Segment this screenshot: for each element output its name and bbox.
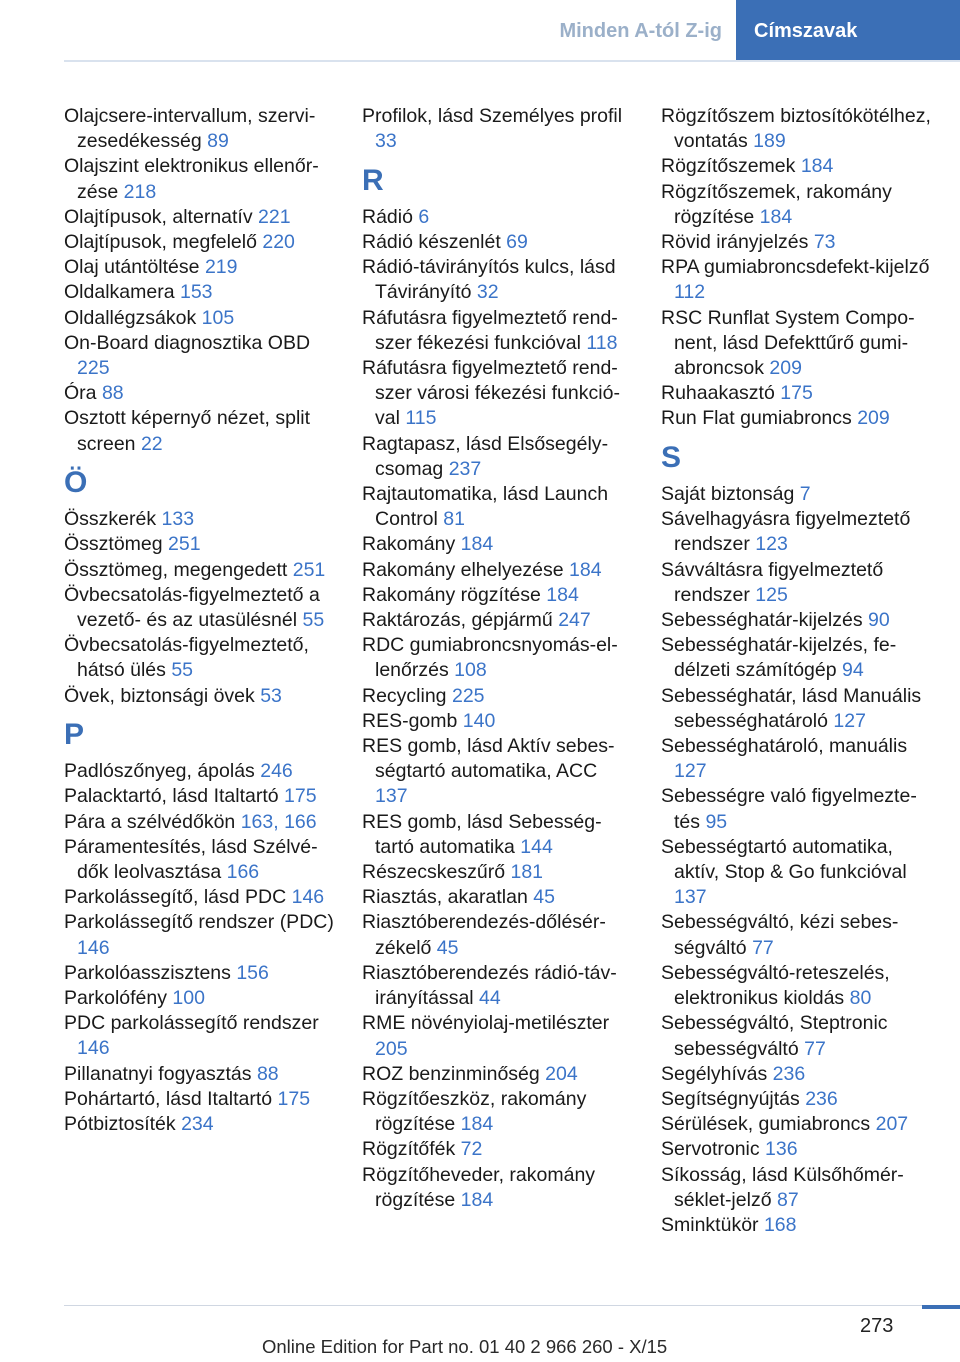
index-entry-term: Sebességhatár-kijelzés (661, 609, 863, 632)
page-number: 273 (860, 1315, 894, 1337)
index-entry (362, 306, 634, 356)
index-entry (362, 961, 634, 1011)
index-entry-term: Padlószőnyeg, ápolás (64, 760, 255, 783)
page-reference-link[interactable]: 105 (201, 306, 235, 329)
page-reference-link[interactable]: 146 (77, 936, 110, 959)
index-entry-term: Rajtautomatika, lásd Launch Control (362, 483, 609, 531)
page-reference-link[interactable]: 207 (875, 1113, 909, 1136)
index-entry (64, 280, 336, 305)
page-reference-link[interactable]: 7 (799, 483, 811, 506)
index-entry-term: PDC parkolássegítő rendszer (64, 1012, 319, 1035)
index-entry-term: Részecskeszűrő (362, 861, 506, 884)
index-entry-term: Recycling (362, 684, 447, 707)
index-entry (661, 910, 931, 960)
index-entry (661, 684, 931, 734)
index-entry-term: RES gomb, lásd Sebességtartó automatika (362, 810, 602, 858)
index-entry (362, 684, 634, 709)
index-entry-term: Rádió készenlét (362, 231, 501, 253)
index-entry (64, 1087, 336, 1112)
index-entry (362, 1087, 634, 1137)
index-entry-term: RES gomb, lásd Aktív sebességtartó automatika, ACC (362, 735, 615, 783)
index-entry-term: Riasztás, akaratlan (362, 886, 528, 909)
index-entry (661, 1213, 931, 1238)
index-entry (64, 633, 336, 683)
index-entry (362, 104, 634, 154)
index-entry (362, 608, 634, 633)
index-entry-term: Rövid irányjelzés (661, 231, 809, 254)
page-reference-link[interactable]: 112 (674, 281, 706, 304)
index-entry (64, 255, 336, 280)
index-entry-term: Segítségnyújtás (661, 1087, 800, 1110)
page-reference-link[interactable]: 77 (804, 1037, 826, 1060)
page-reference-link[interactable]: 95 (705, 810, 728, 833)
page-reference-link[interactable]: 209 (769, 357, 802, 380)
page-reference-link[interactable]: 22 (140, 432, 163, 455)
index-entry (362, 860, 634, 885)
index-entry (661, 381, 931, 406)
index-entry (362, 1011, 634, 1061)
index-entry-term: Rögzítőeszköz, rakomány rögzítése (362, 1087, 587, 1136)
page-reference-link[interactable]: 184 (759, 205, 793, 228)
page-reference-link[interactable]: 108 (454, 659, 487, 682)
page-reference-link[interactable]: 181 (510, 861, 544, 884)
index-entry-term: Olajtípusok, megfelelő (64, 231, 257, 254)
index-letter: S (661, 441, 682, 475)
page-reference-link[interactable]: 237 (448, 457, 482, 480)
index-entry-term: Olaj utántöltése (64, 256, 200, 279)
page-reference-link[interactable]: 205 (375, 1037, 408, 1060)
index-entry-term: Rakomány elhelyezése (362, 558, 564, 581)
tab-cimszavak[interactable]: Címszavak (736, 0, 960, 62)
index-entry (64, 885, 336, 910)
page-header (0, 0, 960, 62)
index-entry (362, 532, 634, 557)
index-entry (64, 961, 336, 986)
index-entry (661, 961, 931, 1011)
index-entry (64, 558, 336, 583)
index-entry (64, 406, 336, 456)
index-entry-term: Pohártartó, lásd Italtartó (64, 1087, 273, 1110)
page-reference-link[interactable]: 251 (292, 558, 326, 581)
page-reference-link[interactable]: 81 (443, 508, 465, 531)
index-entry (64, 1062, 336, 1087)
index-entry (661, 406, 931, 431)
page-reference-link[interactable]: 184 (800, 155, 834, 178)
page-reference-link[interactable]: 184 (569, 558, 602, 581)
index-entry (64, 532, 336, 557)
index-entry-term: Run Flat gumiabroncs (661, 407, 852, 430)
index-entry (362, 558, 634, 583)
index-entry (661, 507, 931, 557)
page-reference-link[interactable]: 55 (171, 659, 194, 682)
index-letter: Ö (64, 466, 88, 500)
page-reference-link[interactable]: 225 (77, 357, 110, 380)
index-entry (661, 180, 931, 230)
index-entry-term: Páramentesítés, lásd Szélvédők leolvasztása (64, 835, 318, 884)
page-reference-link[interactable]: 189 (753, 130, 786, 153)
index-entry (661, 154, 931, 179)
index-entry-term: Profilok, lásd Személyes profil (362, 105, 623, 127)
page-reference-link[interactable]: 73 (813, 231, 836, 254)
index-entry-term: Össztömeg (64, 533, 163, 556)
index-entry-term: Sérülések, gumiabroncs (661, 1113, 871, 1136)
page-reference-link[interactable]: 77 (752, 936, 774, 959)
index-entry (64, 230, 336, 255)
index-entry (64, 835, 336, 885)
page-reference-link[interactable]: 219 (204, 256, 238, 279)
index-entry-term: Sebességhatár-kijelzés, fedélzeti számítógép (661, 634, 897, 682)
index-entry-term: Rögzítőszemek, rakomány rögzítése (661, 180, 892, 228)
index-entry (362, 709, 634, 734)
page-reference-link[interactable]: 123 (755, 533, 788, 556)
index-entry (661, 104, 931, 154)
index-entry-term: Övbecsatolás-figyelmeztető, hátsó ülés (64, 634, 309, 682)
index-entry-term: Parkolássegítő, lásd PDC (64, 886, 287, 909)
index-entry-term: ROZ benzinminőség (362, 1062, 540, 1085)
index-entry-term: On-Board diagnosztika OBD (64, 331, 311, 354)
page-reference-link[interactable]: 136 (765, 1138, 798, 1161)
index-entry (362, 205, 634, 230)
edition-note: Online Edition for Part no. 01 40 2 966 260 - X/15 (262, 1336, 668, 1357)
index-entry-term: Riasztóberendezés-dőlésérzékelő (362, 911, 606, 959)
index-entry-term: Saját biztonság (661, 483, 795, 506)
index-entry (661, 306, 931, 382)
page-reference-link[interactable]: 146 (291, 886, 325, 909)
index-entry (661, 784, 931, 834)
index-entry-term: Palacktartó, lásd Italtartó (64, 785, 279, 808)
index-entry-term: RDC gumiabroncsnyomás-ellenőrzés (362, 634, 618, 682)
index-entry-term: Sebességhatár, lásd Manuális sebességhatároló (661, 684, 922, 732)
index-entry (64, 784, 336, 809)
index-entry-term: Sebességváltó, Steptronic sebességváltó (661, 1012, 888, 1060)
index-entry (64, 684, 336, 709)
page-reference-link[interactable]: 146 (77, 1037, 110, 1060)
index-letter-heading (64, 457, 336, 507)
index-entry-term: Pillanatnyi fogyasztás (64, 1062, 252, 1085)
index-column-1 (64, 104, 336, 1137)
index-entry-term: Övek, biztonsági övek (64, 684, 255, 707)
index-letter: P (64, 718, 85, 752)
page-reference-link[interactable]: 118 (586, 331, 618, 354)
index-entry (661, 1163, 931, 1213)
page-reference-link[interactable]: 80 (849, 987, 872, 1010)
index-entry (362, 1062, 634, 1087)
page-reference-link[interactable]: 175 (277, 1087, 311, 1110)
index-entry-term: Síkosság, lásd Külsőhőmérséklet-jelző (661, 1163, 904, 1211)
page-reference-link[interactable]: 137 (674, 886, 707, 909)
index-entry (661, 608, 931, 633)
index-letter-heading (64, 709, 336, 759)
page-reference-link[interactable]: 204 (545, 1062, 578, 1085)
index-entry-term: Sebességváltó-reteszelés, elektronikus kioldás (661, 961, 890, 1010)
index-entry (661, 230, 931, 255)
index-entry (661, 835, 931, 911)
page-reference-link[interactable]: 251 (168, 533, 201, 556)
index-entry-term: Rádió (362, 205, 413, 228)
index-entry-term: Sebességre való figyelmeztetés (661, 785, 917, 833)
index-entry-term: Segélyhívás (661, 1062, 768, 1085)
page-reference-link[interactable]: 33 (375, 130, 397, 153)
page-reference-link[interactable]: 236 (805, 1087, 838, 1110)
index-entry (64, 910, 336, 960)
index-entry (64, 381, 336, 406)
page-reference-link[interactable]: 115 (405, 407, 437, 430)
page-reference-link[interactable]: 156 (236, 961, 269, 984)
page-reference-link[interactable]: 175 (284, 785, 317, 808)
index-entry-term: Övbecsatolás-figyelmeztető a vezető- és az utasülésnél (64, 583, 320, 632)
index-entry-term: RES-gomb (362, 709, 458, 732)
index-entry (661, 558, 931, 608)
index-entry (362, 356, 634, 432)
index-entry (64, 1112, 336, 1137)
page-reference-link[interactable]: 221 (258, 205, 291, 228)
index-entry-term: Sávváltásra figyelmeztető rendszer (661, 558, 884, 606)
page-reference-link[interactable]: 168 (763, 1213, 797, 1236)
index-entry-term: Parkolóasszisztens (64, 961, 231, 984)
index-entry-term: Rögzítőheveder, rakomány rögzítése (362, 1163, 596, 1211)
index-entry-term: Riasztóberendezés rádió-távirányítással (362, 961, 617, 1010)
page-reference-link[interactable]: 6 (418, 205, 430, 228)
index-entry-term: Ráfutásra figyelmeztető rendszer fékezési funkcióval (362, 306, 618, 354)
index-letter: R (362, 163, 384, 197)
index-entry-term: Parkolófény (64, 987, 167, 1010)
index-entry (64, 810, 336, 835)
index-entry-term: Sávelhagyásra figyelmeztető rendszer (661, 508, 911, 556)
index-column-2 (362, 104, 634, 1213)
index-entry (64, 154, 336, 204)
page-reference-link[interactable]: 184 (460, 1188, 494, 1211)
page-reference-link[interactable]: 137 (375, 785, 408, 808)
page-reference-link[interactable]: 175 (780, 382, 813, 405)
page-reference-link[interactable]: 55 (302, 609, 325, 632)
page-reference-link[interactable]: 184 (460, 533, 494, 556)
index-entry (64, 306, 336, 331)
index-entry (64, 104, 336, 154)
page-reference-link[interactable]: 72 (460, 1138, 483, 1161)
footer-accent-bar (922, 1305, 960, 1309)
index-entry (661, 633, 931, 683)
index-entry (661, 482, 931, 507)
page-reference-link[interactable]: 218 (123, 180, 157, 203)
index-entry (362, 230, 634, 255)
page-reference-link[interactable]: 87 (776, 1188, 799, 1211)
index-entry-term: Sebességhatároló, manuális (661, 735, 908, 758)
page-reference-link[interactable]: 166 (226, 861, 260, 884)
page-reference-link[interactable]: 236 (772, 1062, 806, 1085)
footer-divider (64, 1305, 960, 1306)
index-entry-term: Servotronic (661, 1138, 760, 1161)
index-entry-term: Parkolássegítő rendszer (PDC) (64, 911, 334, 934)
page-reference-link[interactable]: 127 (833, 709, 866, 732)
index-entry (362, 885, 634, 910)
page-reference-link[interactable]: 220 (262, 231, 295, 254)
index-entry (64, 583, 336, 633)
index-entry-term: Óra (64, 382, 97, 405)
index-letter-heading (362, 154, 634, 204)
page-reference-link[interactable]: 32 (476, 281, 499, 304)
index-entry-term: Osztott képernyő nézet, split screen (64, 407, 311, 455)
index-entry-term: Sebességtartó automatika, aktív, Stop & Go funkcióval (661, 835, 907, 884)
index-entry (661, 1011, 931, 1061)
index-entry (64, 331, 336, 381)
index-entry (661, 1112, 931, 1137)
index-entry (661, 1087, 931, 1112)
index-entry-term: RPA gumiabroncsdefekt-kijelző (661, 256, 930, 279)
page-reference-link[interactable]: 89 (207, 130, 229, 153)
index-entry (362, 432, 634, 482)
index-entry-term: Sminktükör (661, 1213, 759, 1236)
index-entry-term: Ruhaakasztó (661, 382, 775, 405)
index-entry-term: Olajszint elektronikus ellenőrzése (64, 155, 319, 203)
page-reference-link[interactable]: 225 (451, 684, 485, 707)
page-reference-link[interactable]: 88 (256, 1062, 279, 1085)
page-reference-link[interactable]: 247 (558, 609, 591, 632)
index-entry (362, 810, 634, 860)
index-entry (64, 986, 336, 1011)
index-entry-term: Raktározás, gépjármű (362, 609, 553, 632)
page-reference-link[interactable]: 234 (181, 1113, 214, 1136)
index-entry (64, 205, 336, 230)
page-reference-link[interactable]: 90 (868, 609, 890, 632)
page-reference-link[interactable]: 153 (179, 281, 213, 304)
page-reference-link[interactable]: 125 (755, 583, 788, 606)
index-entry (362, 910, 634, 960)
index-entry-term: Rögzítőfék (362, 1138, 456, 1161)
page-reference-link[interactable]: 163, 166 (240, 810, 317, 833)
index-entry-term: Ráfutásra figyelmeztető rendszer városi fékezési funkcióval (362, 357, 620, 430)
index-entry (362, 633, 634, 683)
index-entry-term: Pára a szélvédőkön (64, 810, 236, 833)
page-reference-link[interactable]: 45 (533, 886, 555, 909)
index-entry (661, 255, 931, 305)
index-entry-term: Ragtapasz, lásd Elsősegélycsomag (362, 432, 609, 480)
page-reference-link[interactable]: 140 (462, 709, 496, 732)
page-reference-link[interactable]: 88 (101, 382, 124, 405)
index-entry (661, 1062, 931, 1087)
index-entry-term: Sebességváltó, kézi sebességváltó (661, 911, 899, 959)
page-reference-link[interactable]: 53 (260, 684, 282, 707)
index-entry (64, 759, 336, 784)
index-entry-term: Oldalkamera (64, 281, 175, 304)
index-entry (661, 1137, 931, 1162)
page-reference-link[interactable]: 184 (460, 1113, 494, 1136)
index-entry (362, 255, 634, 305)
index-entry-term: RSC Runflat System Component, lásd Defekttűrő gumiabroncsok (661, 306, 915, 380)
index-entry-term: Pótbiztosíték (64, 1113, 176, 1136)
page-reference-link[interactable]: 100 (172, 987, 205, 1010)
index-entry (661, 734, 931, 784)
index-entry (362, 1163, 634, 1213)
page-reference-link[interactable]: 246 (260, 760, 293, 783)
page-reference-link[interactable]: 144 (520, 835, 553, 858)
index-entry-term: Rádió-távirányítós kulcs, lásd Távirányító (362, 256, 616, 304)
index-column-3 (661, 104, 931, 1238)
page-reference-link[interactable]: 45 (436, 936, 459, 959)
section-title[interactable]: Minden A-tól Z-ig (559, 19, 722, 42)
index-entry-term: Rakomány rögzítése (362, 583, 541, 606)
page-reference-link[interactable]: 69 (506, 231, 528, 253)
index-entry (64, 1011, 336, 1061)
index-entry-term: Rakomány (362, 533, 456, 556)
index-entry (64, 507, 336, 532)
page-reference-link[interactable]: 133 (161, 508, 195, 531)
index-letter-heading (661, 432, 931, 482)
index-entry (362, 1137, 634, 1162)
index-entry-term: Oldallégzsákok (64, 306, 197, 329)
index-entry-term: Összkerék (64, 508, 157, 531)
index-entry-term: Olajcsere-intervallum, szervizesedékesség (64, 105, 316, 153)
index-entry (362, 734, 634, 810)
page-reference-link[interactable]: 94 (842, 659, 864, 682)
page-reference-link[interactable]: 127 (674, 760, 707, 783)
index-entry (362, 482, 634, 532)
page-reference-link[interactable]: 184 (546, 583, 579, 606)
index-entry-term: Olajtípusok, alternatív (64, 205, 253, 228)
header-divider (64, 60, 960, 62)
index-entry-term: Rögzítőszem biztosítókötélhez, vontatás (661, 105, 931, 153)
index-entry (362, 583, 634, 608)
index-entry-term: Rögzítőszemek (661, 155, 796, 178)
index-entry-term: Össztömeg, megengedett (64, 558, 288, 581)
page-reference-link[interactable]: 44 (479, 987, 501, 1010)
index-entry-term: RME növényiolaj-metilészter (362, 1012, 610, 1035)
page-reference-link[interactable]: 209 (857, 407, 890, 430)
